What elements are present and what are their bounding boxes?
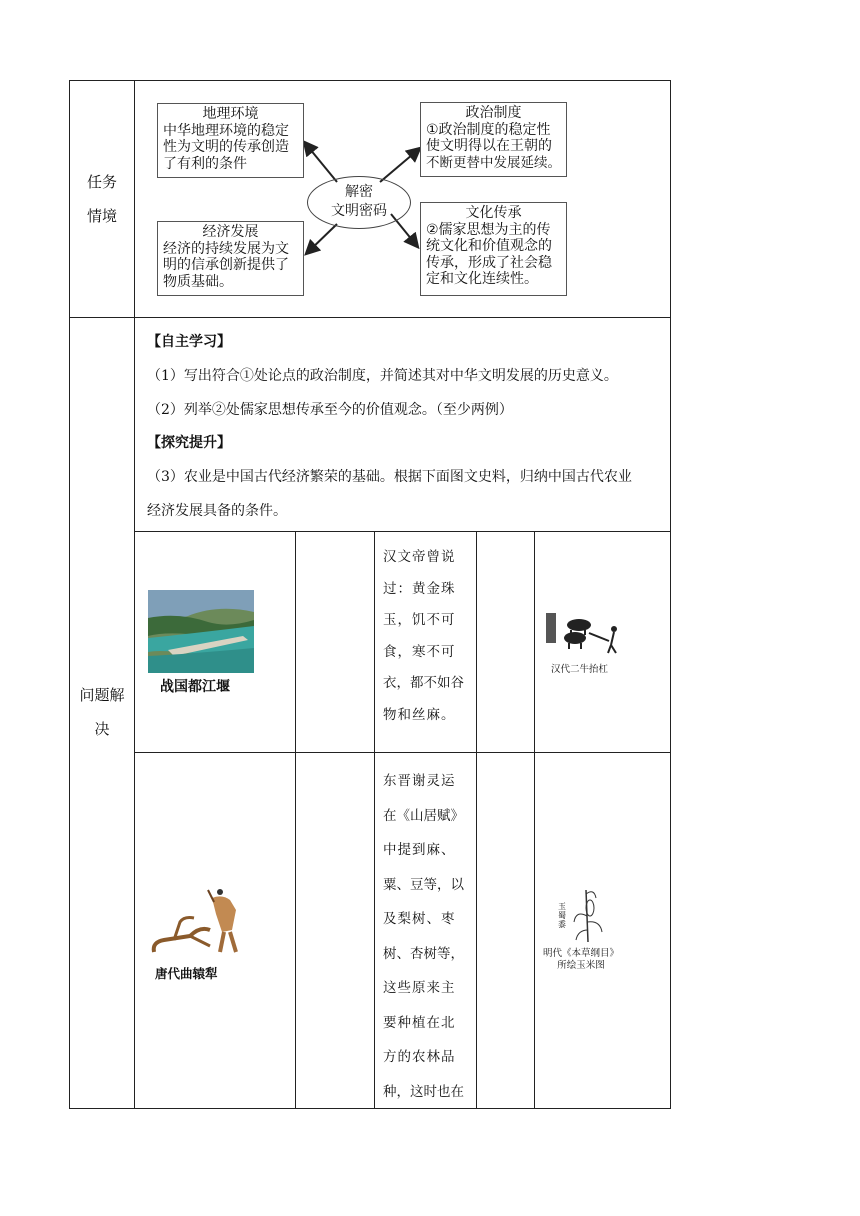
row2-header-line-1: 问题解 — [79, 686, 125, 704]
quote-line-2: 过：黄金珠 — [383, 580, 456, 597]
culture-line-3: 传承，形成了社会稳 — [426, 254, 552, 271]
center-line-2: 文明密码 — [331, 203, 387, 219]
culture-line-2: 统文化和价值观念的 — [426, 238, 552, 254]
corn-caption — [543, 948, 619, 971]
politics-line-2: 使文明得以在王朝的 — [426, 138, 552, 154]
xie-line-8: 要种植在北 — [383, 1014, 456, 1031]
politics-box — [420, 102, 567, 177]
xie-line-9: 方的农林品 — [383, 1049, 456, 1065]
geo-line-3: 了有利的条件 — [163, 155, 247, 172]
dujiangyan-illustration — [148, 590, 254, 673]
quote-line-1: 汉文帝曾说 — [383, 549, 456, 565]
two-oxen-plough-image — [545, 611, 623, 661]
curved-plough-caption: 唐代曲辕犁 — [155, 966, 218, 981]
concept-diagram — [135, 81, 670, 317]
dujiangyan-image — [148, 590, 254, 673]
politics-line-1: ①政治制度的稳定性 — [426, 121, 551, 138]
question-3-line-2: 经济发展具备的条件。 — [147, 503, 287, 519]
row-header-task-context — [76, 165, 128, 233]
arrow-to-economy — [307, 224, 337, 253]
subrow-divider-top — [135, 531, 671, 532]
subcol-divider-2 — [374, 531, 375, 1109]
row2-header-line-2: 决 — [94, 720, 110, 738]
explore-title: 【探究提升】 — [147, 435, 231, 451]
quote-line-6: 物和丝麻。 — [383, 706, 456, 723]
xie-line-3: 中提到麻、 — [383, 842, 456, 858]
politics-line-3: 不断更替中发展延续。 — [426, 154, 561, 171]
quote-line-3: 玉，饥不可 — [383, 612, 456, 628]
table-bottom-border — [69, 1108, 671, 1109]
question-1: （1）写出符合①处论点的政治制度，并简述其对中华文明发展的历史意义。 — [147, 368, 618, 384]
row-header-problem-solving — [70, 678, 134, 746]
xie-line-10: 种，这时也在 — [383, 1083, 464, 1100]
corn-drawing-image — [556, 886, 606, 942]
economy-box — [157, 221, 304, 296]
question-2: （2）列举②处儒家思想传承至今的价值观念。（至少两例） — [147, 402, 513, 418]
xie-line-1: 东晋谢灵运 — [383, 773, 456, 789]
center-line-1: 解密 — [345, 184, 373, 200]
culture-line-1: ②儒家思想为主的传 — [426, 221, 551, 238]
geo-title: 地理环境 — [202, 106, 259, 122]
corn-caption-line-1: 明代《本草纲目》 — [543, 948, 620, 959]
arrow-to-politics — [380, 149, 419, 182]
row-divider-1 — [69, 317, 671, 318]
two-oxen-illustration — [545, 611, 623, 661]
curved-plough-illustration — [150, 886, 245, 954]
corn-seal-text: 玉蜀黍 — [558, 902, 566, 929]
xie-line-5: 及梨树、枣 — [383, 911, 456, 927]
xie-line-4: 粟、豆等，以 — [383, 876, 464, 893]
dujiangyan-caption: 战国都江堰 — [160, 679, 230, 695]
table-left-border — [69, 80, 70, 1109]
economy-line-2: 明的信承创新提供了 — [163, 257, 289, 273]
geo-line-1: 中华地理环境的稳定 — [163, 122, 289, 139]
xie-lingyun-text — [383, 764, 473, 1109]
economy-line-1: 经济的持续发展为文 — [163, 240, 289, 257]
curved-plough-image — [150, 886, 245, 954]
economy-line-3: 物质基础。 — [163, 273, 233, 290]
han-emperor-quote — [383, 542, 473, 731]
subcol-divider-1 — [295, 531, 296, 1109]
question-3-line-1: （3）农业是中国古代经济繁荣的基础。根据下面图文史料，归纳中国古代农业 — [147, 469, 632, 485]
two-oxen-caption: 汉代二牛抬杠 — [551, 664, 609, 675]
politics-title: 政治制度 — [465, 105, 522, 121]
culture-line-4: 定和文化连续性。 — [426, 271, 538, 287]
corn-caption-line-2: 所绘玉米图 — [557, 959, 605, 971]
xie-line-2: 在《山居赋》 — [383, 807, 464, 824]
subrow-divider-middle — [135, 752, 671, 753]
geo-environment-box — [157, 103, 304, 178]
table-right-border — [670, 80, 671, 1109]
corn-plant-illustration — [556, 886, 606, 942]
culture-box — [420, 202, 567, 296]
quote-line-4: 食，寒不可 — [383, 643, 456, 660]
arrow-to-geo — [305, 143, 337, 182]
self-study-title: 【自主学习】 — [147, 334, 231, 350]
row-header-text: 任务情境 — [86, 173, 117, 225]
culture-title: 文化传承 — [465, 205, 522, 221]
economy-title: 经济发展 — [202, 224, 259, 240]
subcol-divider-3 — [476, 531, 477, 1109]
center-ellipse — [307, 176, 411, 229]
xie-line-7: 这些原来主 — [383, 980, 456, 996]
subcol-divider-4 — [534, 531, 535, 1109]
xie-line-6: 树、杏树等， — [383, 945, 464, 962]
quote-line-5: 衣，都不如谷 — [383, 675, 464, 691]
geo-line-2: 性为文明的传承创造 — [163, 139, 289, 155]
